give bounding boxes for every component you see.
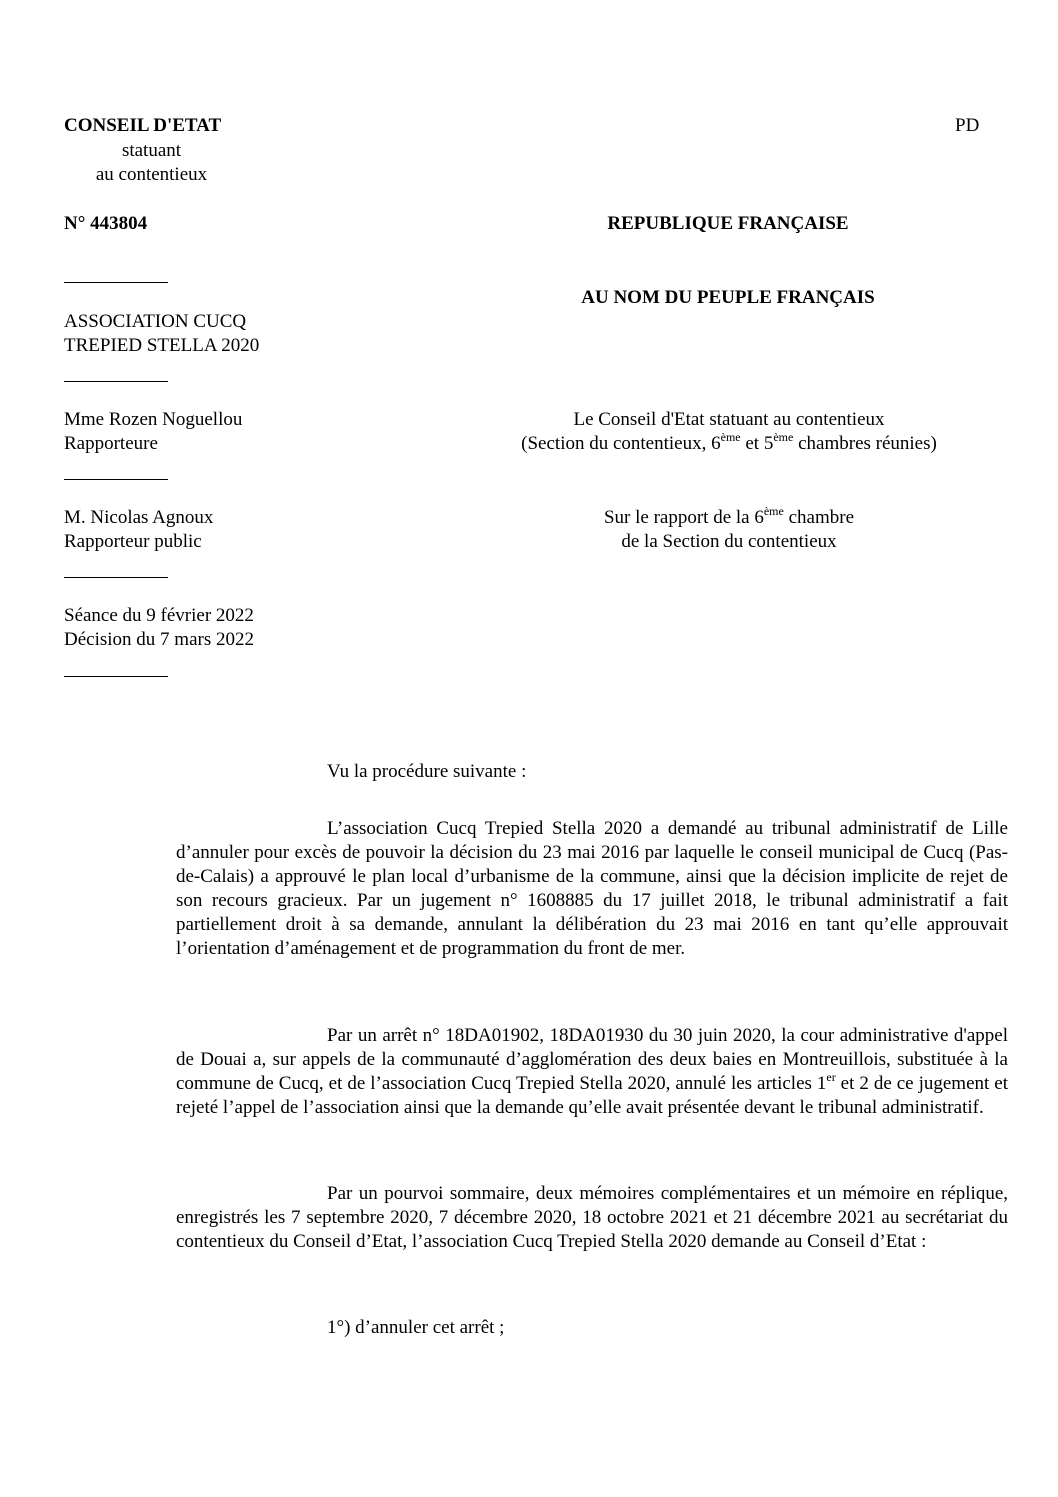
court-name: CONSEIL D'ETAT [64,115,222,136]
decision-date: Décision du 7 mars 2022 [64,629,254,650]
hearing-date: Séance du 9 février 2022 [64,605,254,626]
separator-rule [64,282,168,283]
procedure-intro: Vu la procédure suivante : [327,761,527,782]
conclusion-item-1: 1°) d’annuler cet arrêt ; [327,1317,505,1338]
report-line2: de la Section du contentieux [621,531,837,552]
party-name-line2: TREPIED STELLA 2020 [64,335,260,356]
paragraph-3: Par un pourvoi sommaire, deux mémoires complémentaires et un mémoire en réplique, enregistrés les 7 septembre 2020, 7 décembre 2020, 18 octobre 2021 et 21 décembre 2021 au secrétariat du contentieux du Conseil d’Etat, l’association Cucq Trepied Stella 2020 demande au Conseil d’Etat : [176,1183,1008,1252]
rapporteur-name: Mme Rozen Noguellou [64,409,243,430]
separator-rule [64,479,168,480]
report-line1: Sur le rapport de la 6ème chambre [603,504,855,528]
formation-line1: Le Conseil d'Etat statuant au contentieux [573,409,885,430]
rapporteur-role: Rapporteure [64,433,158,454]
paragraph-2: Par un arrêt n° 18DA01902, 18DA01930 du 30 juin 2020, la cour administrative d'appel de Douai a, sur appels de la communauté d’agglomération des deux baies en Montreuillois, substituée à la commune de Cucq, et de l’association Cucq Trepied Stella 2020, annulé les articles 1er et 2 de ce jugement et rejeté l’appel de l’association ainsi que la demande qu’elle avait présentée devant le tribunal administratif. [176,1025,1008,1118]
court-contentieux: au contentieux [95,164,208,185]
initials: PD [955,115,980,136]
republic-heading: REPUBLIQUE FRANÇAISE [607,213,849,234]
in-name-of-heading: AU NOM DU PEUPLE FRANÇAIS [581,287,875,308]
separator-rule [64,381,168,382]
separator-rule [64,577,168,578]
public-rapporteur-role: Rapporteur public [64,531,202,552]
separator-rule [64,676,168,677]
court-statuant: statuant [121,140,182,161]
formation-line2: (Section du contentieux, 6ème et 5ème chambres réunies) [521,430,937,454]
paragraph-1: L’association Cucq Trepied Stella 2020 a demandé au tribunal administratif de Lille d’annuler pour excès de pouvoir la décision du 23 mai 2016 par laquelle le conseil municipal de Cucq (Pas-de-Calais) a approuvé le plan local d’urbanisme de la commune, ainsi que la décision implicite de rejet de son recours gracieux. Par un jugement n° 1608885 du 17 juillet 2018, le tribunal administratif a fait partiellement droit à sa demande, annulant la délibération du 23 mai 2016 en tant qu’elle approuvait l’orientation d’aménagement et de programmation du front de mer. [176,818,1008,959]
party-name-line1: ASSOCIATION CUCQ [64,311,247,332]
public-rapporteur-name: M. Nicolas Agnoux [64,507,214,528]
case-number: N° 443804 [64,213,148,234]
